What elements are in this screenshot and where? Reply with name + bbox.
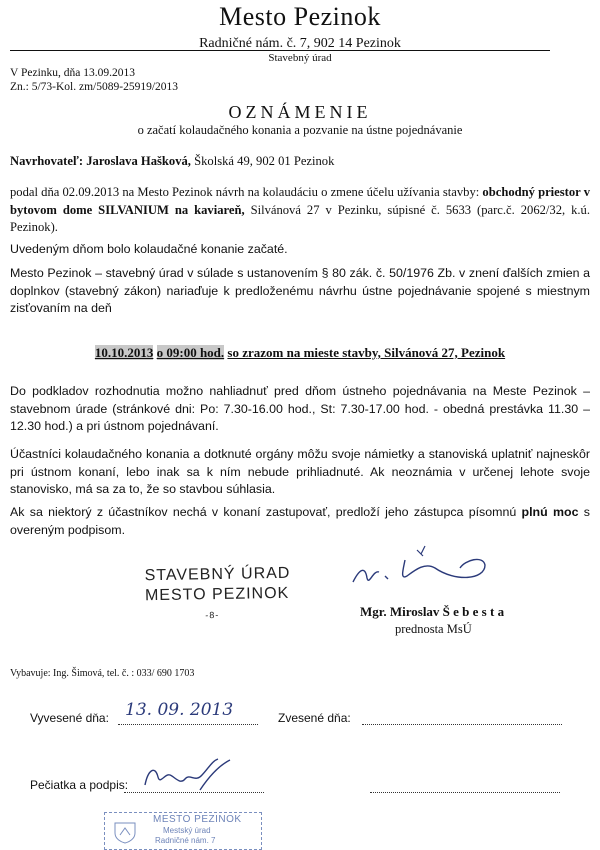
document-title: Mesto Pezinok xyxy=(219,2,381,31)
p1-start: podal dňa 02.09.2013 na Mesto Pezinok návrh na kolaudáciu o zmene účelu užívania stavby: xyxy=(10,185,480,199)
paragraph-order: Mesto Pezinok – stavebný úrad v súlade s ustanovením § 80 zák. č. 50/1976 Zb. v znení ďalších zmien a doplnkov (stavebný zákon) nariaďuje k predloženému návrhu ústne pojednávanie spojené s miestnym zisťovaním na deň xyxy=(10,266,590,315)
p6-end: s overeným podpisom. xyxy=(10,505,590,537)
stamp-mark: -8- xyxy=(205,609,220,621)
applicant-label: Navrhovateľ: xyxy=(10,154,84,168)
stamp-sign-line-2[interactable] xyxy=(370,792,560,793)
p1-building: obchodný priestor v bytovom dome SILVANIUM na kaviareň, xyxy=(10,185,590,217)
paragraph-objections: Účastníci kolaudačného konania a dotknuté orgány môžu svoje námietky a stanoviská uplatniť najneskôr pri ústnom konaní, lebo inak sa k ním nebude prihliadnuté. Ak neoznámia v určenej lehote svoje stanovisko, má sa za to, že so stavbou súhlasia. xyxy=(10,447,590,496)
prepared-by: Vybavuje: Ing. Šimová, tel. č. : 033/ 690 1703 xyxy=(10,668,195,679)
office-name: Stavebný úrad xyxy=(268,52,332,64)
city-stamp-line-1: MESTO PEZINOK xyxy=(153,814,242,825)
stamp-line-2: MESTO PEZINOK xyxy=(144,584,290,605)
p6-bold: plnú moc xyxy=(521,505,579,519)
meeting-time: o 09:00 hod. xyxy=(156,345,225,360)
paragraph-started: Uvedeným dňom bolo kolaudačné konanie začaté. xyxy=(10,242,288,256)
meeting-place: so zrazom na mieste stavby, Silvánová 27, Pezinok xyxy=(227,345,506,360)
date-line: V Pezinku, dňa 13.09.2013 xyxy=(10,67,136,79)
stamp-sign-label: Pečiatka a podpis: xyxy=(30,778,129,792)
signatory-role: prednosta MsÚ xyxy=(395,622,472,636)
posted-date-line xyxy=(118,724,258,725)
posted-label: Vyvesené dňa: xyxy=(30,711,109,725)
bottom-signature-scribble xyxy=(140,755,240,795)
meeting-date: 10.10.2013 xyxy=(94,345,154,360)
removed-label: Zvesené dňa: xyxy=(278,711,351,725)
paragraph-application xyxy=(10,184,590,237)
city-stamp-line-3: Radničné nám. 7 xyxy=(155,836,216,845)
office-address: Radničné nám. č. 7, 902 14 Pezinok xyxy=(199,36,401,51)
meeting-line xyxy=(0,345,600,361)
paragraph-documents: Do podkladov rozhodnutia možno nahliadnuť pred dňom ústneho pojednávania na Meste Pezinok – stavebnom úrade (stránkové dni: Po: 7.30-16.00 hod., St: 7.30-17.00 hod. - obedná prestávka 11.30 – 12.30 hod.) a pri ústnom pojednávaní. xyxy=(10,384,590,433)
signatory-name: Mgr. Miroslav Š e b e s t a xyxy=(360,604,505,619)
notice-subheading: o začatí kolaudačného konania a pozvanie na ústne pojednávanie xyxy=(137,123,463,137)
city-stamp-line-2: Mestský úrad xyxy=(163,826,211,835)
city-crest-icon xyxy=(111,817,139,845)
paragraph-representation xyxy=(10,504,590,539)
p6-start: Ak sa niektorý z účastníkov nechá v konaní zastupovať, predloží jeho zástupca písomnú xyxy=(10,505,517,519)
reference-number: Zn.: 5/73-Kol. zm/5089-25919/2013 xyxy=(10,81,179,93)
notice-heading: OZNÁMENIE xyxy=(228,102,372,122)
posted-date-value: 13. 09. 2013 xyxy=(125,700,234,720)
signature-scribble xyxy=(345,540,515,595)
stamp-line-1: STAVEBNÝ ÚRAD xyxy=(144,564,291,585)
city-stamp xyxy=(104,812,262,850)
removed-date-line[interactable] xyxy=(362,724,562,725)
applicant-line xyxy=(10,153,590,171)
p1-end: Silvánová 27 v Pezinku, súpisné č. 5633 (parc.č. 2062/32, k.ú. Pezinok). xyxy=(10,202,591,234)
office-stamp xyxy=(144,564,291,627)
applicant-address: Školská 49, 902 01 Pezinok xyxy=(194,154,335,168)
header-divider xyxy=(10,50,550,51)
applicant-name: Jaroslava Hašková, xyxy=(86,154,191,168)
